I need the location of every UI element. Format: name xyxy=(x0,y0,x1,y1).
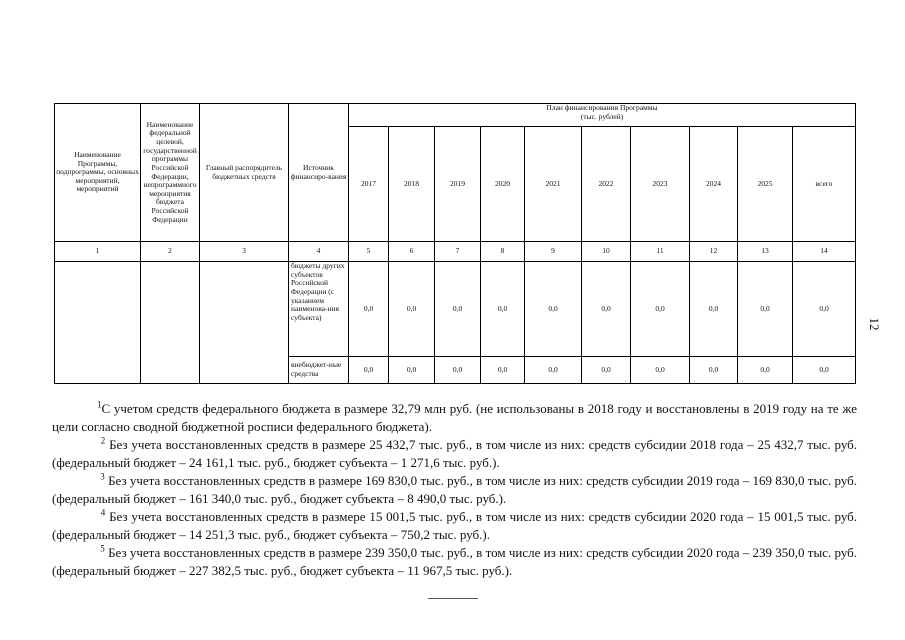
plan-unit: (тыс. рублей) xyxy=(580,111,624,121)
column-number-row xyxy=(55,242,856,262)
value-cell: 0,0 xyxy=(389,357,435,384)
year-header: 2024 xyxy=(690,127,738,242)
footnote-mark: 5 xyxy=(100,543,105,554)
column-number: 9 xyxy=(525,242,582,262)
footnote xyxy=(52,400,857,436)
value-cell: 0,0 xyxy=(738,357,793,384)
value-cell: 0,0 xyxy=(690,357,738,384)
column-number: 8 xyxy=(481,242,525,262)
value-cell: 0,0 xyxy=(582,357,631,384)
value-cell: 0,0 xyxy=(349,262,389,357)
value-cell: 0,0 xyxy=(793,357,856,384)
footnote-mark: 4 xyxy=(100,507,106,518)
value-cell: 0,0 xyxy=(389,262,435,357)
footnote-text: Без учета восстановленных средств в размере 25 432,7 тыс. руб., в том числе из них: средств субсидии 2018 года – 25 432,7 тыс. руб. (федеральный бюджет – 24 161,1 тыс. руб., бюджет субъекта – 1 271,6 тыс. руб.). xyxy=(52,437,858,470)
column-number: 12 xyxy=(690,242,738,262)
year-header: 2019 xyxy=(435,127,481,242)
year-header: 2023 xyxy=(631,127,690,242)
footnote-mark: 2 xyxy=(100,435,106,446)
column-number: 11 xyxy=(631,242,690,262)
total-header: всего xyxy=(793,127,856,242)
value-cell: 0,0 xyxy=(481,357,525,384)
header-budget-manager: Главный распорядитель бюджетных средств xyxy=(200,104,289,242)
value-cell: 0,0 xyxy=(738,262,793,357)
empty-cell xyxy=(141,262,200,384)
value-cell: 0,0 xyxy=(582,262,631,357)
footnote-text: Без учета восстановленных средств в размере 15 001,5 тыс. руб., в том числе из них: средств субсидии 2020 года – 15 001,5 тыс. руб. (федеральный бюджет – 14 251,3 тыс. руб., бюджет субъекта – 750,2 тыс. руб.). xyxy=(52,509,858,542)
footnote xyxy=(52,544,857,580)
footnote-text: С учетом средств федерального бюджета в размере 32,79 млн руб. (не использованы в 2018 году и восстановлены в 2019 году на те же цели согласно сводной бюджетной росписи федерального бюджета). xyxy=(52,401,857,434)
column-number: 13 xyxy=(738,242,793,262)
header-federal-program: Наименование федеральной целевой, государственной программы Российской Федерации, непрограммного мероприятия бюджета Российской Федерации xyxy=(141,104,200,242)
header-financing-plan xyxy=(349,104,856,127)
footnote xyxy=(52,508,857,544)
value-cell: 0,0 xyxy=(525,357,582,384)
column-number: 4 xyxy=(289,242,349,262)
footnotes xyxy=(52,399,858,580)
column-number: 10 xyxy=(582,242,631,262)
footnote-mark: 3 xyxy=(100,471,105,482)
column-number: 3 xyxy=(200,242,289,262)
year-header: 2021 xyxy=(525,127,582,242)
footnote xyxy=(52,472,857,508)
header-row xyxy=(55,104,856,127)
header-program-name: Наименование Программы, подпрограммы, основных мероприятий, мероприятий xyxy=(55,104,141,242)
footnote-mark: 1 xyxy=(97,399,102,410)
value-cell: 0,0 xyxy=(349,357,389,384)
header-funding-source: Источник финансиро-вания xyxy=(289,104,349,242)
value-cell: 0,0 xyxy=(525,262,582,357)
column-number: 7 xyxy=(435,242,481,262)
year-header: 2025 xyxy=(738,127,793,242)
value-cell: 0,0 xyxy=(481,262,525,357)
column-number: 6 xyxy=(389,242,435,262)
year-header: 2018 xyxy=(389,127,435,242)
empty-cell xyxy=(55,262,141,384)
plan-title: План финансирования Программы xyxy=(546,103,658,112)
year-header: 2022 xyxy=(582,127,631,242)
footnote xyxy=(52,436,857,472)
footnote-end-divider xyxy=(428,598,478,599)
year-header: 2020 xyxy=(481,127,525,242)
value-cell: 0,0 xyxy=(690,262,738,357)
page-number: 12 xyxy=(867,317,882,331)
year-header: 2017 xyxy=(349,127,389,242)
value-cell: 0,0 xyxy=(435,262,481,357)
column-number: 2 xyxy=(141,242,200,262)
footnote-text: Без учета восстановленных средств в размере 169 830,0 тыс. руб., в том числе из них: средств субсидии 2019 года – 169 830,0 тыс. руб. (федеральный бюджет – 161 340,0 тыс. руб., бюджет субъекта – 8 490,0 тыс. руб.). xyxy=(52,473,858,506)
empty-cell xyxy=(200,262,289,384)
footnote-text: Без учета восстановленных средств в размере 239 350,0 тыс. руб., в том числе из них: средств субсидии 2020 года – 239 350,0 тыс. руб. (федеральный бюджет – 227 382,5 тыс. руб., бюджет субъекта – 11 967,5 тыс. руб.). xyxy=(52,545,858,578)
value-cell: 0,0 xyxy=(631,262,690,357)
value-cell: 0,0 xyxy=(793,262,856,357)
value-cell: 0,0 xyxy=(435,357,481,384)
value-cell: 0,0 xyxy=(631,357,690,384)
column-number: 14 xyxy=(793,242,856,262)
column-number: 1 xyxy=(55,242,141,262)
source-cell: бюджеты других субъектов Российской Федерации (с указанием наименова-ния субъекта) xyxy=(289,262,349,357)
column-number: 5 xyxy=(349,242,389,262)
table-row xyxy=(55,262,856,357)
financing-table xyxy=(54,103,856,384)
source-cell: внебюджет-ные средства xyxy=(289,357,349,384)
